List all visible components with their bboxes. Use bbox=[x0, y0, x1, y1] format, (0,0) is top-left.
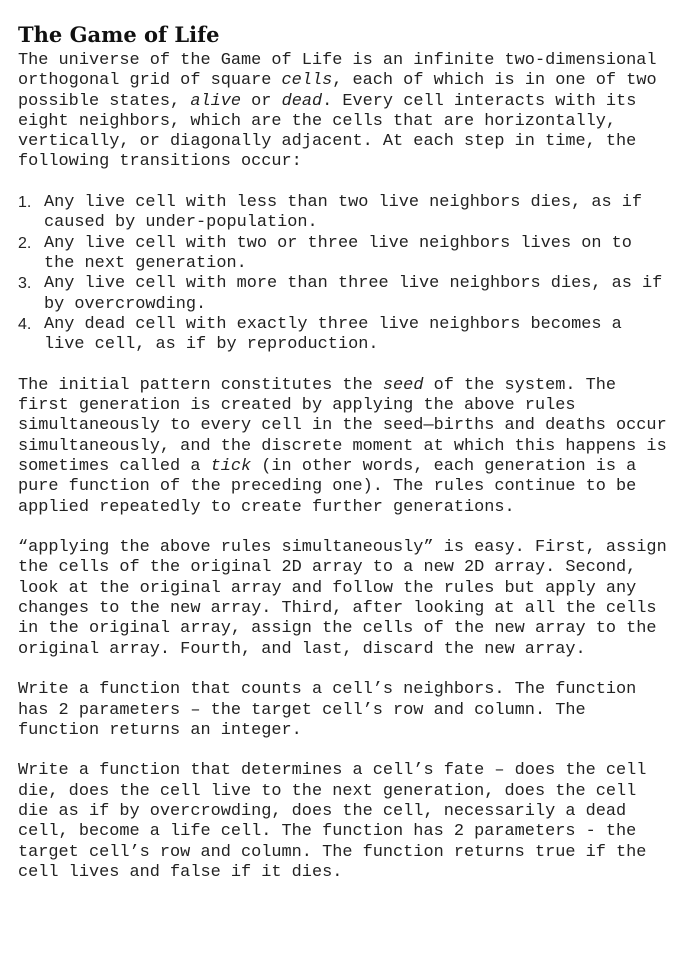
term-tick: tick bbox=[210, 456, 252, 476]
intro-text-1: The universe of the Game of Life is an infinite two-dimensional orthogonal grid of square bbox=[18, 51, 657, 91]
seed-paragraph bbox=[18, 376, 668, 518]
seed-text-1: The initial pattern constitutes the bbox=[18, 375, 383, 395]
intro-text-3: or bbox=[241, 91, 282, 111]
rules-list bbox=[18, 193, 668, 355]
rule-item-3: Any live cell with more than three live neighbors dies, as if by overcrowding. bbox=[44, 274, 663, 314]
term-cells: cells bbox=[281, 71, 333, 91]
simultaneous-paragraph: “applying the above rules simultaneously” is easy. First, assign the cells of the original 2D array to a new 2D array. Second, look at the original array and follow the rules but apply any changes to the new array. Third, after looking at all the cells in the original array, assign the cells of the new array to the original array. Fourth, and last, discard the new array. bbox=[18, 538, 667, 659]
intro-text-2: , each of which is in one of two possible states, bbox=[18, 71, 657, 111]
document-title: The Game of Life bbox=[18, 22, 220, 47]
seed-text-3: (in other words, each generation is a pure function of the preceding one). The rules continue to be applied repeatedly to create further generations. bbox=[18, 456, 637, 517]
rule-item-4: Any dead cell with exactly three live neighbors becomes a live cell, as if by reproduction. bbox=[44, 314, 622, 355]
count-neighbors-paragraph: Write a function that counts a cell’s neighbors. The function has 2 parameters – the target cell’s row and column. The function returns an integer. bbox=[18, 680, 637, 740]
seed-text-2: of the system. The first generation is created by applying the above rules simultaneously to every cell in the seed—births and deaths occur simultaneously, and the discrete moment at which this happens is sometimes called a bbox=[18, 375, 667, 476]
term-dead: dead bbox=[281, 91, 323, 111]
rule-item-1: Any live cell with less than two live neighbors dies, as if caused by under-population. bbox=[44, 193, 643, 233]
term-seed: seed bbox=[382, 375, 424, 395]
term-alive: alive bbox=[190, 91, 242, 111]
rule-item-2: Any live cell with two or three live neighbors lives on to the next generation. bbox=[44, 233, 632, 273]
intro-paragraph bbox=[18, 51, 668, 173]
intro-text-4: . Every cell interacts with its eight neighbors, which are the cells that are horizontally, vertically, or diagonally adjacent. At each step in time, the following transitions occur: bbox=[18, 91, 637, 172]
document-page bbox=[18, 22, 668, 903]
cell-fate-paragraph: Write a function that determines a cell’s fate – does the cell die, does the cell live to the next generation, does the cell die as if by overcrowding, does the cell, necessarily a dead cell, become a life cell. The function has 2 parameters - the target cell’s row and column. The function returns true if the cell lives and false if it dies. bbox=[18, 761, 647, 882]
